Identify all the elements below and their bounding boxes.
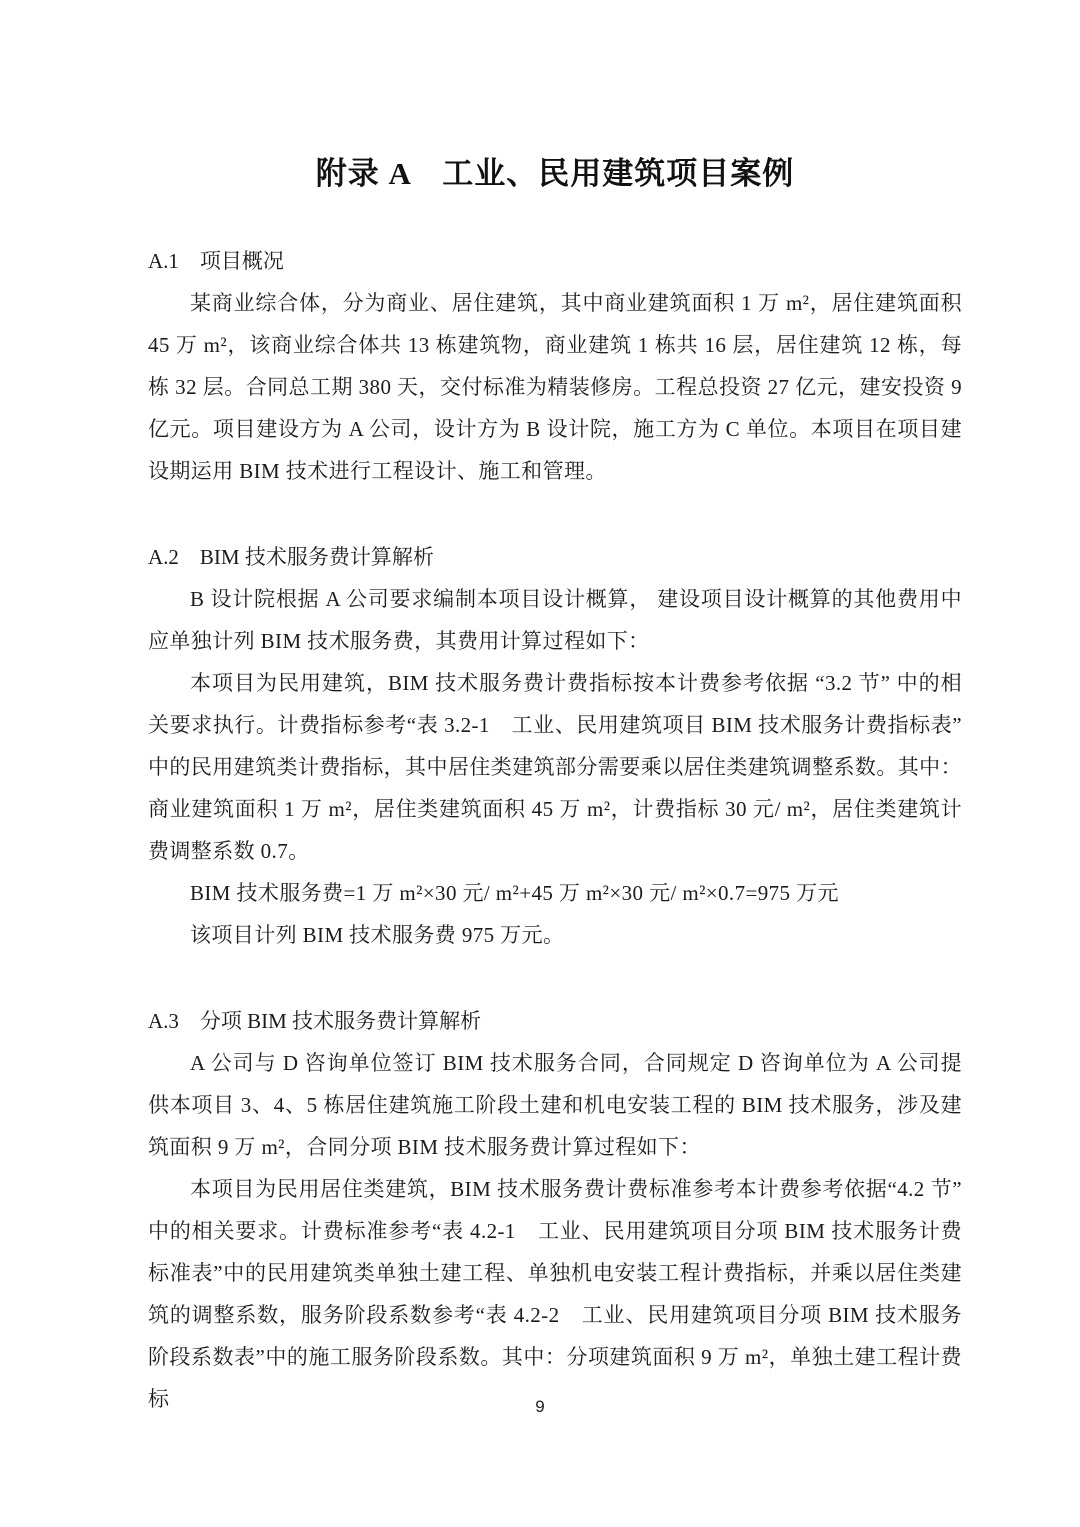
- page-title: 附录 A 工业、民用建筑项目案例: [315, 156, 795, 191]
- section-a1: [148, 240, 962, 492]
- section-a2: [148, 536, 962, 956]
- section-a1-heading: A.1 项目概况: [148, 249, 284, 273]
- paragraph: 该项目计列 BIM 技术服务费 975 万元。: [190, 923, 565, 947]
- formula-line: BIM 技术服务费=1 万 m²×30 元/ m²+45 万 m²×30 元/ m²×0.7=975 万元: [190, 881, 839, 905]
- paragraph: 本项目为民用建筑，BIM 技术服务费计费指标按本计费参考依据 “3.2 节” 中的相关要求执行。计费指标参考“表 3.2-1 工业、民用建筑项目 BIM 技术服务计费指标表”中的民用建筑类计费指标，其中居住类建筑部分需要乘以居住类建筑调整系数。其中：商业建筑面积 1 万 m²，居住类建筑面积 45 万 m²，计费指标 30 元/ m²，居住类建筑计费调整系数 0.7。: [148, 671, 962, 863]
- paragraph: B 设计院根据 A 公司要求编制本项目设计概算， 建设项目设计概算的其他费用中应单独计列 BIM 技术服务费，其费用计算过程如下：: [148, 587, 962, 653]
- section-a2-heading: A.2 BIM 技术服务费计算解析: [148, 545, 434, 569]
- paragraph: A 公司与 D 咨询单位签订 BIM 技术服务合同，合同规定 D 咨询单位为 A 公司提供本项目 3、4、5 栋居住建筑施工阶段土建和机电安装工程的 BIM 技术服务，涉及建筑面积 9 万 m²，合同分项 BIM 技术服务费计算过程如下：: [148, 1051, 962, 1159]
- paragraph: 某商业综合体，分为商业、居住建筑，其中商业建筑面积 1 万 m²，居住建筑面积 45 万 m²，该商业综合体共 13 栋建筑物，商业建筑 1 栋共 16 层，居住建筑 12 栋，每栋 32 层。合同总工期 380 天，交付标准为精装修房。工程总投资 27 亿元，建安投资 9 亿元。项目建设方为 A 公司，设计方为 B 设计院，施工方为 C 单位。本项目在项目建设期运用 BIM 技术进行工程设计、施工和管理。: [148, 291, 962, 483]
- section-a3: [148, 1000, 962, 1420]
- page-number: 9: [535, 1397, 545, 1416]
- section-a3-heading: A.3 分项 BIM 技术服务费计算解析: [148, 1009, 482, 1033]
- paragraph: 本项目为民用居住类建筑，BIM 技术服务费计费标准参考本计费参考依据“4.2 节”中的相关要求。计费标准参考“表 4.2-1 工业、民用建筑项目分项 BIM 技术服务计费标准表”中的民用建筑类单独土建工程、单独机电安装工程计费指标，并乘以居住类建筑的调整系数，服务阶段系数参考“表 4.2-2 工业、民用建筑项目分项 BIM 技术服务阶段系数表”中的施工服务阶段系数。其中：分项建筑面积 9 万 m²，单独土建工程计费标: [148, 1177, 962, 1411]
